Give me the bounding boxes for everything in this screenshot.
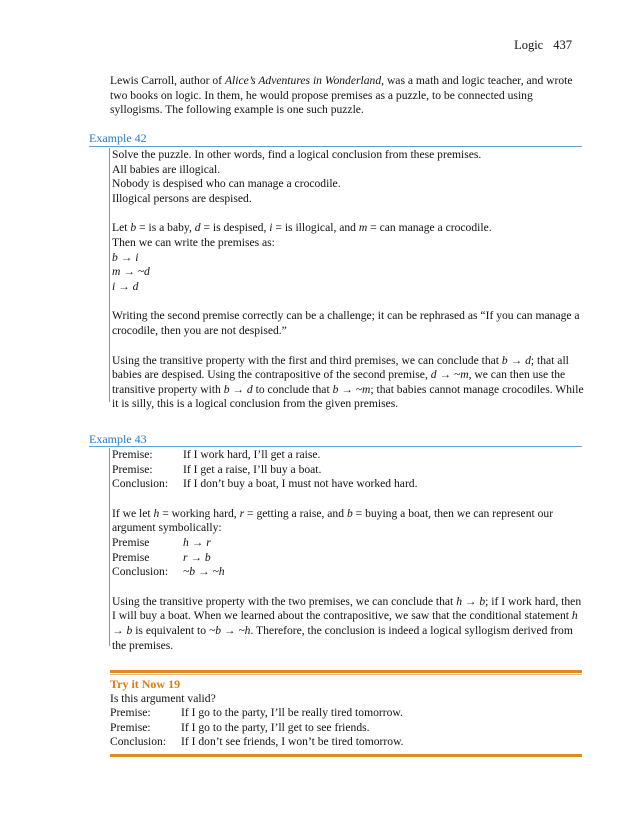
- section-title: Logic: [514, 38, 544, 52]
- argument-row: Premise: If I get a raise, I’ll buy a boat.: [112, 462, 322, 476]
- ex42-line: All babies are illogical.: [112, 162, 221, 176]
- argument-row: Conclusion: If I don’t buy a boat, I must not have worked hard.: [112, 477, 418, 491]
- argument-row: Premise: If I go to the party, I’ll be really tired tomorrow.: [110, 706, 403, 720]
- argument-row: Premise: If I go to the party, I’ll get to see friends.: [110, 720, 370, 734]
- example-43-body: [109, 448, 584, 652]
- ex43-conclusion-paragraph: Using the transitive property with the two premises, we can conclude that h → b; if I work hard, then I will buy a boat. When we learned about the contrapositive, we saw that the conditional statement h → b is equivalent to ~b → ~h. Therefore, the conclusion is indeed a logical syllogism derived from the premises.: [112, 594, 582, 652]
- ex42-symbolic: i → d: [112, 279, 139, 293]
- argument-row: Premise: If I work hard, I’ll get a raise.: [112, 448, 321, 461]
- symbolic-row: Premise h → r: [112, 535, 211, 549]
- symbolic-row: Conclusion: ~b → ~h: [112, 565, 225, 579]
- symbolic-row: Premise r → b: [112, 550, 211, 564]
- intro-text: Lewis Carroll, author of: [110, 74, 225, 87]
- ex42-line: Nobody is despised who can manage a crocodile.: [112, 177, 341, 191]
- example-42-label: Example 42: [89, 131, 147, 145]
- intro-text-continued: , was a math and logic teacher, and wrote two books on logic. In them, he would propose premises as a puzzle, to be connected using syllogisms. The following example is one such puzzle.: [110, 74, 573, 117]
- ex42-variables: Let b = is a baby, d = is despised, i = is illogical, and m = can manage a crocodile.: [112, 221, 492, 235]
- ex42-then: Then we can write the premises as:: [112, 235, 275, 249]
- ex42-symbolic: b → i: [112, 250, 139, 264]
- try-it-now-title: Try it Now 19: [110, 677, 181, 691]
- running-header: [514, 38, 572, 53]
- ex42-conclusion-paragraph: Using the transitive property with the first and third premises, we can conclude that b → d; that all babies are despised. Using the contrapositive of the second premise, d → ~m, we can then use the transitive property with b → d to conclude that b → ~m; that babies cannot manage crocodiles. While it is silly, this is a logical conclusion from the given premises.: [112, 353, 584, 411]
- argument-row: Conclusion: If I don’t see friends, I won’t be tired tomorrow.: [110, 735, 404, 749]
- example-42-body: [109, 148, 584, 411]
- ex42-line: Illogical persons are despised.: [112, 191, 252, 205]
- page-number: 437: [553, 38, 572, 52]
- example-43-label: Example 43: [89, 432, 147, 446]
- book-title: Alice’s Adventures in Wonderland: [224, 74, 382, 87]
- ex42-paragraph: Writing the second premise correctly can be a challenge; it can be rephrased as “If you can manage a crocodile, then you are not despised.”: [112, 309, 580, 337]
- example-43-rule: [89, 446, 582, 447]
- ex42-symbolic: m → ~d: [112, 265, 150, 279]
- ex42-line: Solve the puzzle. In other words, find a logical conclusion from these premises.: [112, 148, 482, 161]
- ex43-variables: If we let h = working hard, r = getting a raise, and b = buying a boat, then we can represent our argument symbolically:: [112, 506, 554, 535]
- example-42-rule: [89, 146, 582, 147]
- try-question: Is this argument valid?: [110, 691, 216, 705]
- try-it-now-box: [110, 670, 582, 757]
- intro-paragraph: [110, 74, 580, 118]
